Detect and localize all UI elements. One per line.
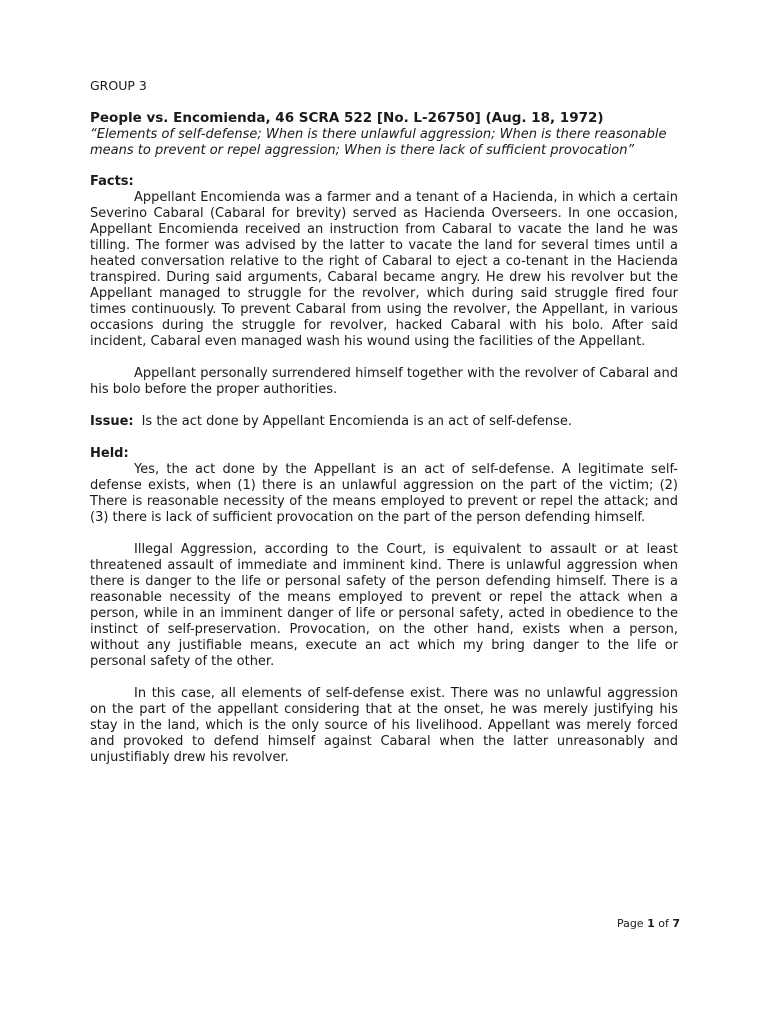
issue-line (90, 414, 678, 430)
issue-text: Is the act done by Appellant Encomienda is an act of self-defense. (141, 414, 573, 429)
case-title: People vs. Encomienda, 46 SCRA 522 [No. L-26750] (Aug. 18, 1972) (90, 110, 604, 126)
facts-heading: Facts: (90, 174, 134, 189)
total-pages-number: 7 (672, 917, 680, 930)
document-page (90, 78, 678, 782)
case-subtitle: “Elements of self-defense; When is there unlawful aggression; When is there reasonable means to prevent or repel aggression; When is there lack of sufficient provocation” (90, 127, 667, 158)
facts-paragraph-2: Appellant personally surrendered himself together with the revolver of Cabaral and his bolo before the proper authorities. (90, 366, 678, 397)
facts-paragraph-1: Appellant Encomienda was a farmer and a tenant of a Hacienda, in which a certain Severino Cabaral (Cabaral for brevity) served as Hacienda Overseers. In one occasion, Appellant Encomienda received an instruction from Cabaral to vacate the land he was tilling. The former was advised by the latter to vacate the land for several times until a heated conversation relative to the right of Cabaral to eject a co-tenant in the Hacienda transpired. During said arguments, Cabaral became angry. He drew his revolver but the Appellant managed to struggle for the revolver, which during said struggle fired four times continuously. To prevent Cabaral from using the revolver, the Appellant, in various occasions during the struggle for revolver, hacked Cabaral with his bolo. After said incident, Cabaral even managed wash his wound using the facilities of the Appellant. (90, 190, 678, 349)
page-word: Page (616, 917, 644, 930)
held-paragraph-2: Illegal Aggression, according to the Court, is equivalent to assault or at least threatened assault of immediate and imminent kind. There is unlawful aggression when there is danger to the life or personal safety of the person defending himself. There is a reasonable necessity of the means employed to prevent or repel the attack when a person, while in an imminent danger of life or personal safety, acted in obedience to the instinct of self-preservation. Provocation, on the other hand, exists when a person, without any justifiable means, execute an act which my bring danger to the life or personal safety of the other. (90, 542, 678, 669)
held-heading: Held: (90, 446, 129, 461)
page-number-footer (600, 916, 680, 932)
current-page-number: 1 (647, 917, 655, 930)
held-paragraph-3: In this case, all elements of self-defense exist. There was no unlawful aggression on the part of the appellant considering that at the onset, he was merely justifying his stay in the land, which is the only source of his livelihood. Appellant was merely forced and provoked to defend himself against Cabaral when the latter unreasonably and unjustifiably drew his revolver. (90, 686, 678, 765)
group-label: GROUP 3 (90, 78, 147, 93)
of-word: of (658, 917, 669, 930)
held-paragraph-1: Yes, the act done by the Appellant is an act of self-defense. A legitimate self-defense exists, when (1) there is an unlawful aggression on the part of the victim; (2) There is reasonable necessity of the means employed to prevent or repel the attack; and (3) there is lack of sufficient provocation on the part of the person defending himself. (90, 462, 678, 525)
issue-heading: Issue: (90, 414, 134, 429)
